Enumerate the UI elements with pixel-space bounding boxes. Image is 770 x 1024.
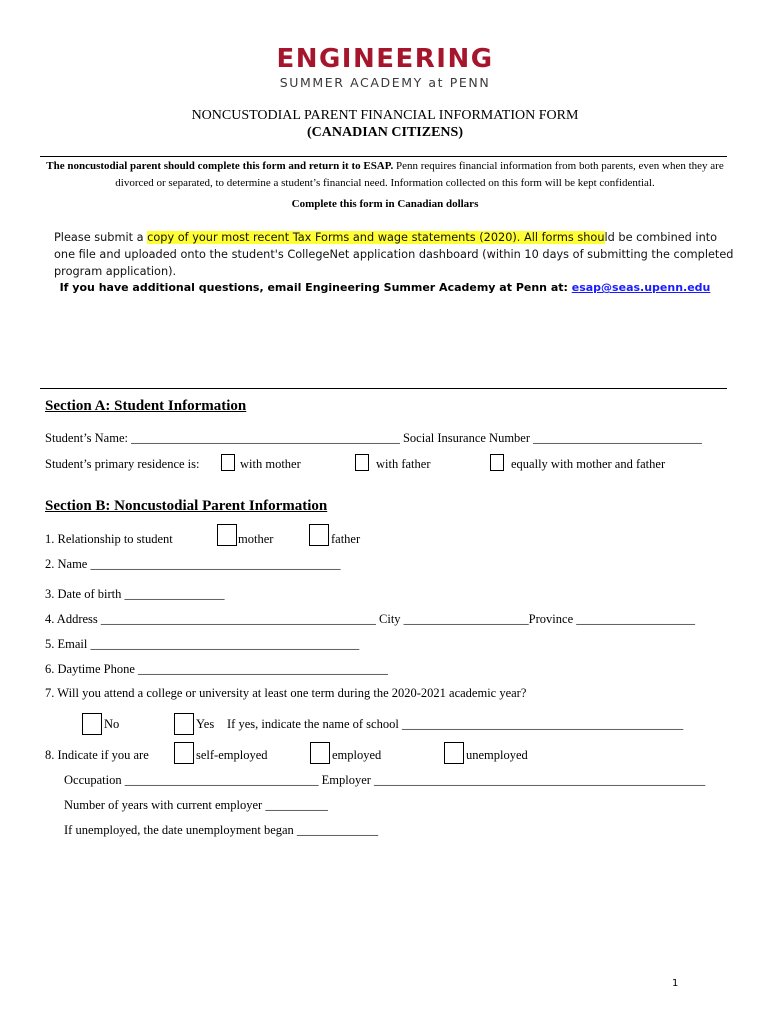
q3-dob-field[interactable]: 3. Date of birth ________________: [45, 587, 225, 601]
school-name-field[interactable]: If yes, indicate the name of school _____________________________________________: [227, 717, 684, 731]
esap-logo-title: ENGINEERING: [276, 44, 494, 74]
unemployment-date-field[interactable]: If unemployed, the date unemployment began _____________: [64, 823, 379, 837]
checkbox-self-employed[interactable]: [174, 742, 194, 764]
option-mother: mother: [238, 532, 274, 546]
option-father: father: [331, 532, 361, 546]
q6-phone-field[interactable]: 6. Daytime Phone ________________________________________: [45, 662, 389, 676]
student-name-line[interactable]: Student’s Name: ___________________________________________ Social Insurance Number ___________________________: [45, 431, 702, 445]
option-self-employed: self-employed: [196, 748, 268, 762]
q1-relationship-label: 1. Relationship to student: [45, 532, 173, 546]
checkbox-no[interactable]: [82, 713, 102, 735]
q4-address-field[interactable]: 4. Address ____________________________________________ City ____________________Province ___________________: [45, 612, 695, 626]
contact-email-link[interactable]: esap@seas.upenn.edu: [571, 281, 711, 294]
checkbox-father[interactable]: [309, 524, 329, 546]
occupation-employer-field[interactable]: Occupation _______________________________ Employer _____________________________________________________: [64, 773, 706, 787]
section-divider: [40, 388, 727, 389]
option-equally: equally with mother and father: [511, 457, 666, 471]
intro-paragraph: [40, 158, 730, 192]
option-with-father: with father: [376, 457, 431, 471]
esap-logo-subtitle: SUMMER ACADEMY at PENN: [279, 75, 491, 90]
instructions-pre: Please submit a: [54, 231, 148, 244]
form-title: NONCUSTODIAL PARENT FINANCIAL INFORMATION FORM: [191, 108, 579, 123]
years-employer-field[interactable]: Number of years with current employer __________: [64, 798, 328, 812]
checkbox-unemployed[interactable]: [444, 742, 464, 764]
q5-email-field[interactable]: 5. Email ___________________________________________: [45, 637, 360, 651]
option-employed: employed: [332, 748, 382, 762]
intro-bold: The noncustodial parent should complete this form and return it to ESAP.: [46, 160, 394, 172]
currency-note: Complete this form in Canadian dollars: [291, 198, 479, 210]
section-b-title: Section B: Noncustodial Parent Information: [45, 498, 328, 514]
instructions-post: ld be combined into one file and uploaded onto the student's CollegeNet application dashboard (within 10 days of submitting the completed program application).: [54, 231, 734, 278]
q7-question: 7. Will you attend a college or university at least one term during the 2020-2021 academic year?: [45, 686, 527, 700]
checkbox-equally[interactable]: [490, 454, 504, 471]
checkbox-yes[interactable]: [174, 713, 194, 735]
header-divider: [40, 156, 727, 157]
option-no: No: [104, 717, 120, 731]
q2-name-field[interactable]: 2. Name ________________________________________: [45, 557, 341, 571]
instructions-highlight: copy of your most recent Tax Forms and wage statements (2020). All forms shou: [147, 231, 605, 244]
checkbox-with-father[interactable]: [355, 454, 369, 471]
option-with-mother: with mother: [240, 457, 301, 471]
q8-employment-label: 8. Indicate if you are: [45, 748, 149, 762]
submission-instructions: [54, 229, 734, 280]
form-subtitle: (CANADIAN CITIZENS): [307, 125, 463, 140]
checkbox-with-mother[interactable]: [221, 454, 235, 471]
intro-rest: Penn requires financial information from both parents, even when they are divorced or separated, to determine a student’s financial need. Information collected on this form will be kept confidential.: [115, 160, 724, 189]
option-unemployed: unemployed: [466, 748, 528, 762]
contact-text: If you have additional questions, email Engineering Summer Academy at Penn at:: [59, 281, 572, 294]
residence-label: Student’s primary residence is:: [45, 457, 200, 471]
section-a-title: Section A: Student Information: [45, 398, 247, 414]
checkbox-mother[interactable]: [217, 524, 237, 546]
page-number: 1: [672, 978, 679, 989]
option-yes: Yes: [196, 717, 215, 731]
contact-line: [0, 281, 770, 294]
checkbox-employed[interactable]: [310, 742, 330, 764]
